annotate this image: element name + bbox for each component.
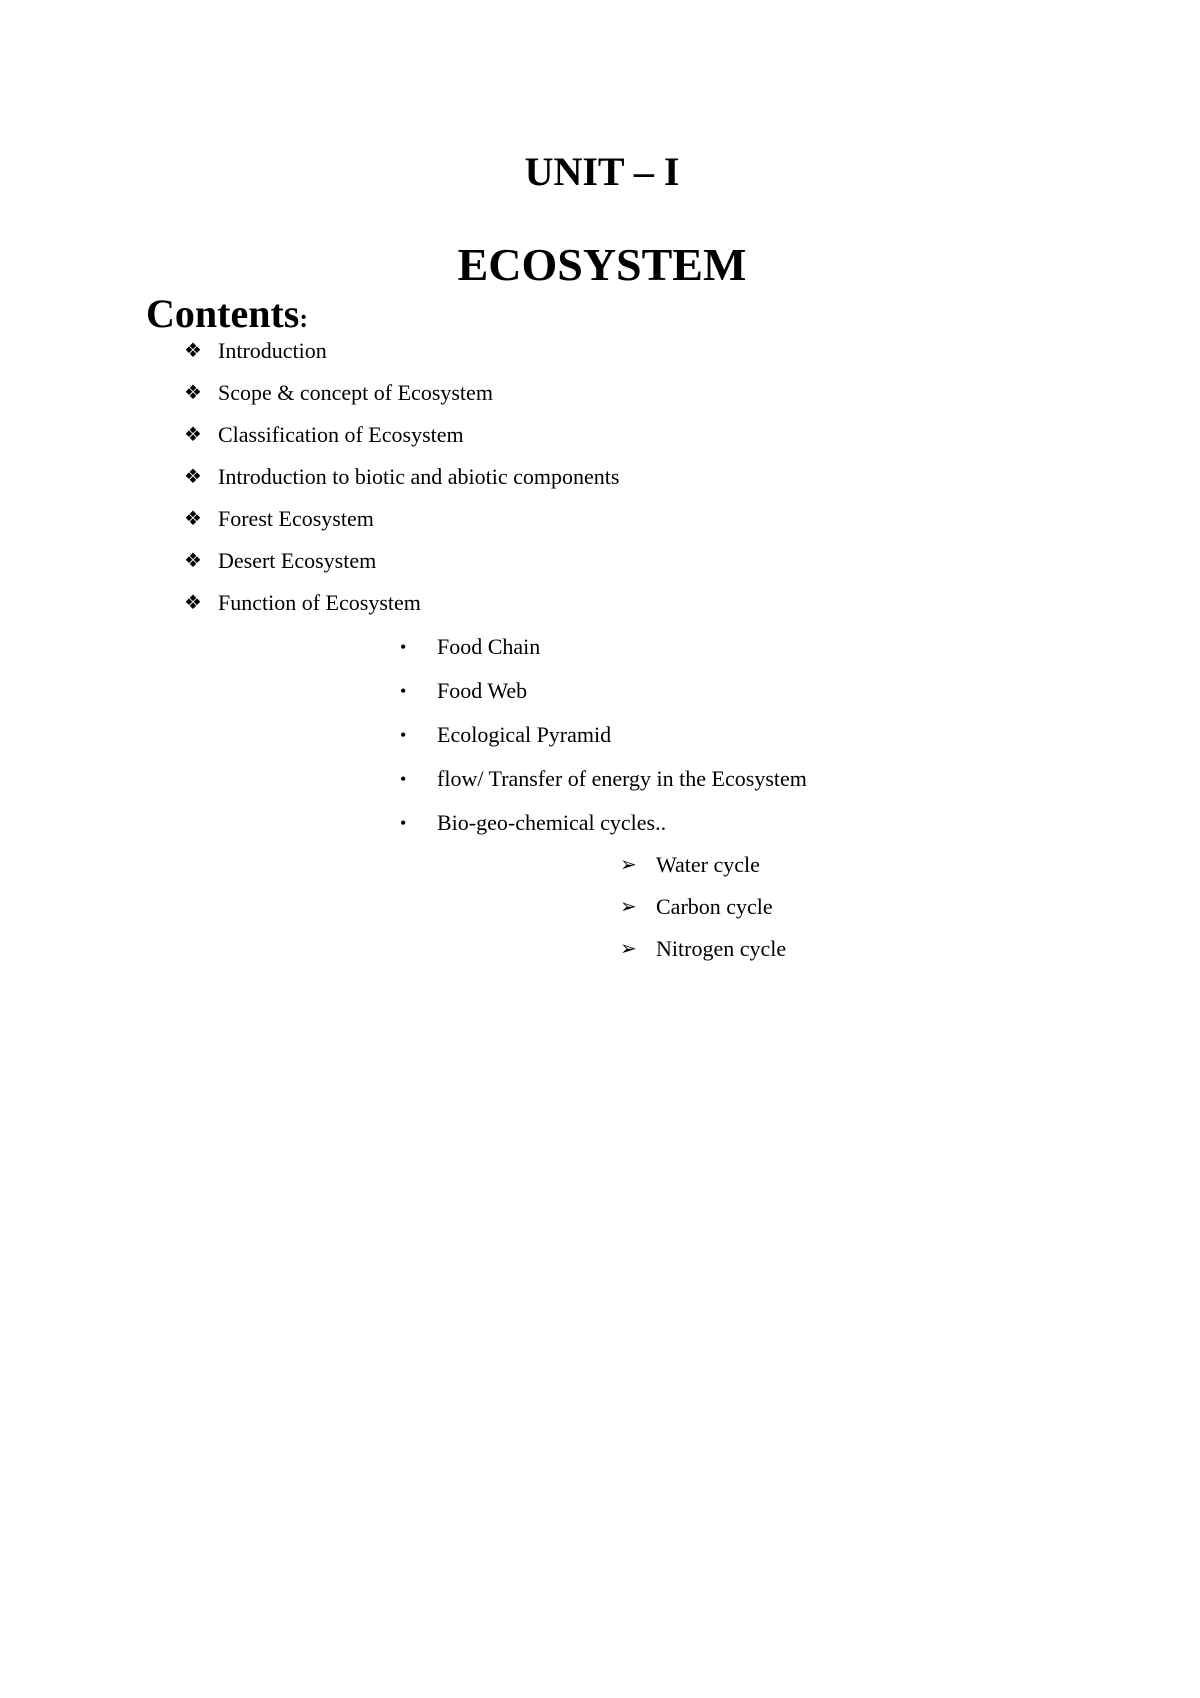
round-bullet-icon: • (400, 813, 407, 833)
list-item-forest-ecosystem (184, 502, 619, 544)
diamond-bullet-icon: ❖ (184, 466, 202, 488)
list-item-label: Introduction (218, 338, 327, 363)
sublist-item-label: Ecological Pyramid (437, 722, 612, 747)
list-item-classification (184, 418, 619, 460)
list-item-introduction (184, 334, 619, 376)
cycle-item-label: Carbon cycle (656, 894, 773, 919)
round-bullet-icon: • (400, 637, 407, 657)
list-item-biotic-abiotic (184, 460, 619, 502)
arrowhead-bullet-icon: ➢ (620, 938, 637, 960)
cycle-item-carbon (620, 890, 786, 932)
diamond-bullet-icon: ❖ (184, 382, 202, 404)
sublist-item-food-chain (400, 630, 807, 674)
contents-heading-text: Contents (146, 291, 300, 336)
sublist-item-label: flow/ Transfer of energy in the Ecosystem (437, 766, 807, 791)
arrowhead-bullet-icon: ➢ (620, 896, 637, 918)
diamond-bullet-icon: ❖ (184, 550, 202, 572)
list-item-label: Forest Ecosystem (218, 506, 374, 531)
diamond-bullet-icon: ❖ (184, 340, 202, 362)
sublist-item-biogeochemical-cycles (400, 806, 807, 850)
cycles-sublist (620, 848, 786, 974)
list-item-desert-ecosystem (184, 544, 619, 586)
sublist-item-label: Food Chain (437, 634, 541, 659)
sublist-item-label: Food Web (437, 678, 528, 703)
round-bullet-icon: • (400, 681, 407, 701)
cycle-item-nitrogen (620, 932, 786, 974)
page-title: ECOSYSTEM (457, 239, 747, 290)
sublist-item-food-web (400, 674, 807, 718)
diamond-bullet-icon: ❖ (184, 424, 202, 446)
diamond-bullet-icon: ❖ (184, 508, 202, 530)
sublist-item-label: Bio-geo-chemical cycles.. (437, 810, 667, 835)
cycle-item-label: Nitrogen cycle (656, 936, 787, 961)
list-item-function-of-ecosystem (184, 586, 619, 628)
round-bullet-icon: • (400, 769, 407, 789)
cycle-item-water (620, 848, 786, 890)
sublist-item-energy-flow (400, 762, 807, 806)
list-item-label: Scope & concept of Ecosystem (218, 380, 493, 405)
cycle-item-label: Water cycle (656, 852, 760, 877)
list-item-label: Desert Ecosystem (218, 548, 377, 573)
list-item-label: Classification of Ecosystem (218, 422, 464, 447)
list-item-scope-concept (184, 376, 619, 418)
list-item-label: Introduction to biotic and abiotic components (218, 464, 620, 489)
function-sublist (400, 630, 807, 850)
diamond-bullet-icon: ❖ (184, 592, 202, 614)
contents-list (184, 334, 619, 628)
arrowhead-bullet-icon: ➢ (620, 854, 637, 876)
round-bullet-icon: • (400, 725, 407, 745)
unit-title: UNIT – I (524, 149, 680, 194)
contents-heading-colon: : (299, 304, 309, 333)
list-item-label: Function of Ecosystem (218, 590, 421, 615)
sublist-item-ecological-pyramid (400, 718, 807, 762)
